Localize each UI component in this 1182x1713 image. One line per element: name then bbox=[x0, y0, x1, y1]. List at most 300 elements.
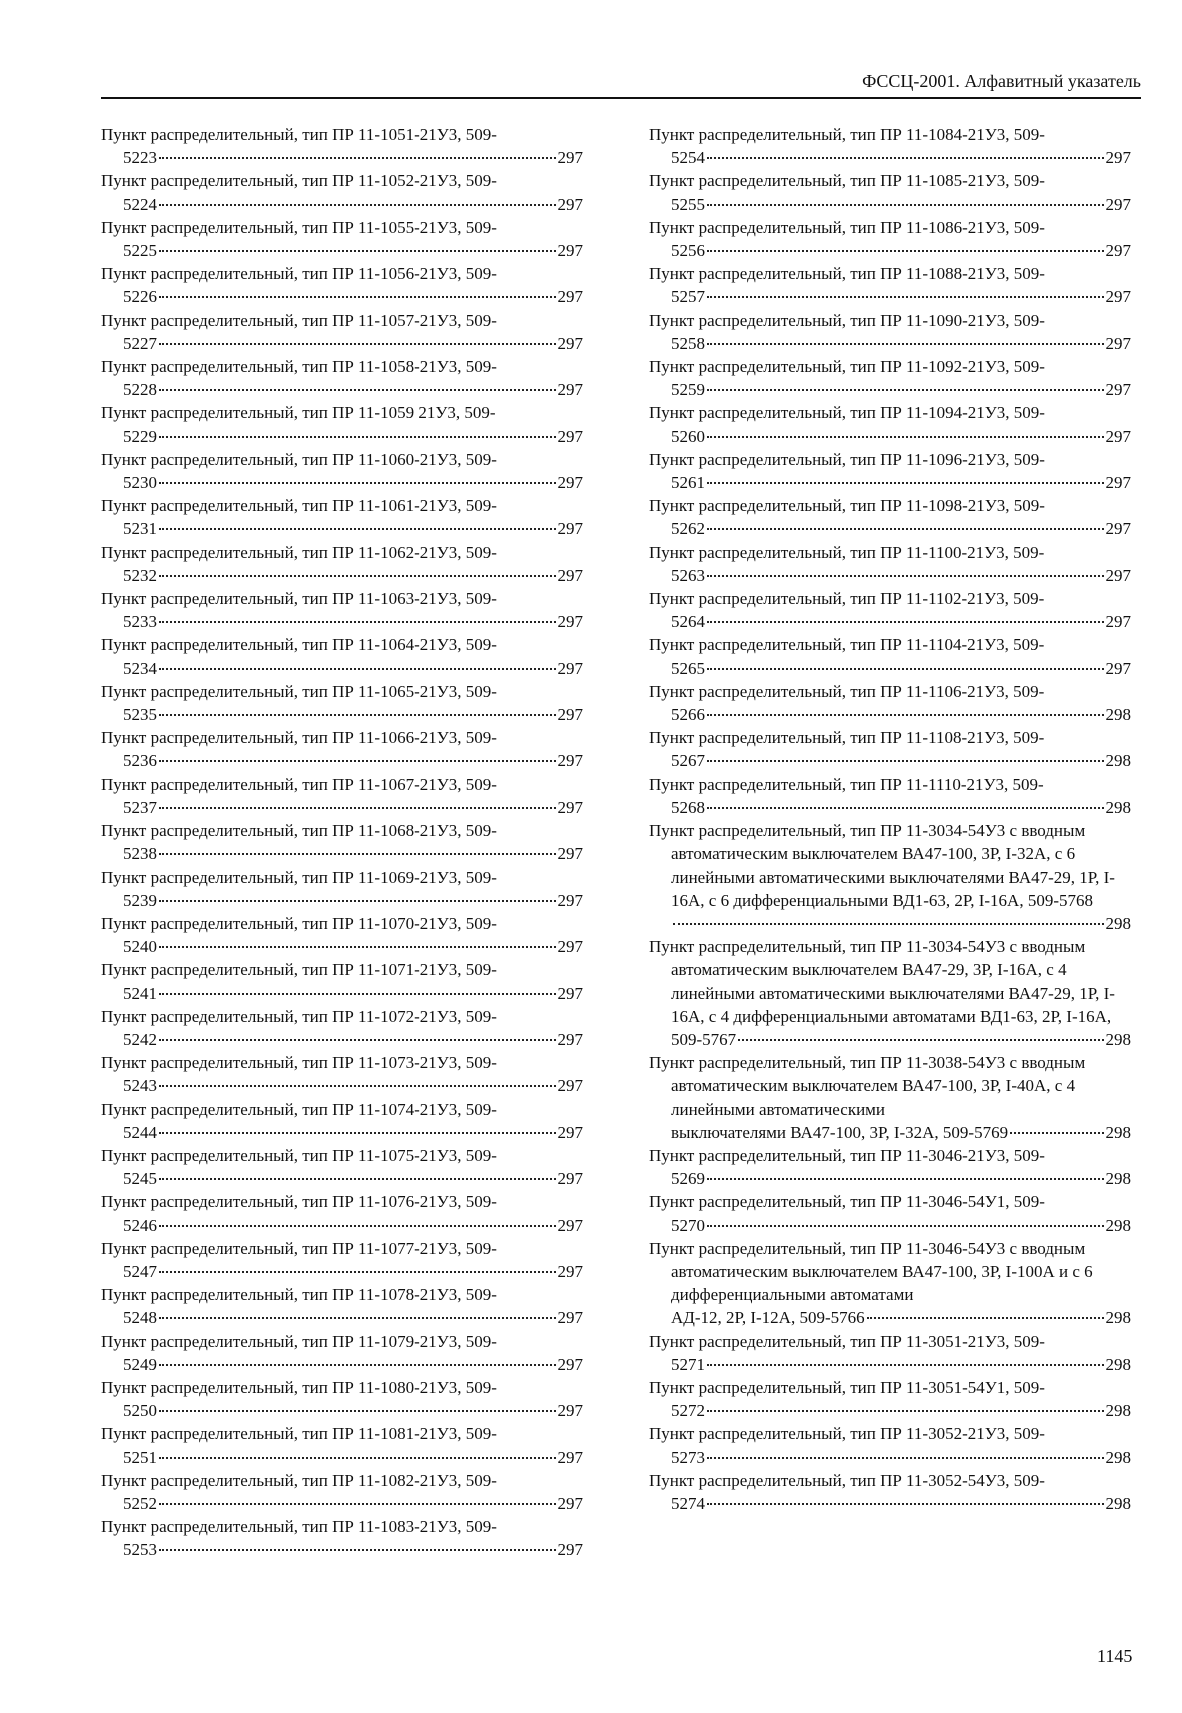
entry-title: Пункт распределительный, тип ПР 11-1080-21У3, 509- bbox=[101, 1377, 497, 1397]
dot-leader bbox=[707, 760, 1104, 762]
dot-leader bbox=[707, 1457, 1104, 1459]
entry-page-ref: 298 bbox=[1105, 1169, 1131, 1189]
entry-tail bbox=[101, 517, 583, 540]
index-entry bbox=[101, 309, 583, 355]
entry-title: Пункт распределительный, тип ПР 11-3051-54У1, 509- bbox=[649, 1377, 1045, 1397]
index-entry bbox=[101, 819, 583, 865]
entry-title: Пункт распределительный, тип ПР 11-1072-21У3, 509- bbox=[101, 1006, 497, 1026]
entry-code: 5225 bbox=[123, 241, 157, 261]
entry-title: Пункт распределительный, тип ПР 11-3034-54У3 с вводным автоматическим выключателем ВА47-29, 3Р, I-16А, с 4 линейными автоматическими выключателями ВА47-29, 1Р, I-16А, с 4 дифференциальными автоматами ВД1-63, 2Р, I-16А, bbox=[649, 937, 1115, 1026]
entry-page-ref: 297 bbox=[557, 241, 583, 261]
entry-tail bbox=[101, 1167, 583, 1190]
entry-tail bbox=[649, 1167, 1131, 1190]
entry-tail bbox=[649, 796, 1131, 819]
index-entry bbox=[649, 1330, 1131, 1376]
entry-page-ref: 297 bbox=[557, 1122, 583, 1142]
entry-title: Пункт распределительный, тип ПР 11-3046-54У3 с вводным автоматическим выключателем ВА47-100, 3Р, I-100А и с 6 дифференциальными автоматами bbox=[649, 1238, 1093, 1305]
entry-code: 5242 bbox=[123, 1029, 157, 1049]
dot-leader bbox=[707, 807, 1104, 809]
entry-tail bbox=[101, 1260, 583, 1283]
index-entry bbox=[649, 587, 1131, 633]
dot-leader bbox=[707, 1364, 1104, 1366]
entry-page-ref: 298 bbox=[1105, 1401, 1131, 1421]
dot-leader bbox=[159, 575, 556, 577]
page-header bbox=[101, 68, 1141, 99]
entry-code: 5270 bbox=[671, 1215, 705, 1235]
entry-code: 5272 bbox=[671, 1401, 705, 1421]
entry-title: Пункт распределительный, тип ПР 11-1065-21У3, 509- bbox=[101, 681, 497, 701]
dot-leader bbox=[159, 250, 556, 252]
dot-leader bbox=[707, 1178, 1104, 1180]
entry-title: Пункт распределительный, тип ПР 11-1086-21У3, 509- bbox=[649, 217, 1045, 237]
entry-title: Пункт распределительный, тип ПР 11-1052-21У3, 509- bbox=[101, 171, 497, 191]
entry-code: 5258 bbox=[671, 333, 705, 353]
dot-leader bbox=[707, 1225, 1104, 1227]
entry-tail bbox=[649, 1399, 1131, 1422]
entry-tail bbox=[101, 1028, 583, 1051]
entry-tail bbox=[649, 1353, 1131, 1376]
entry-code: 5223 bbox=[123, 148, 157, 168]
dot-leader bbox=[159, 389, 556, 391]
entry-page-ref: 297 bbox=[1105, 148, 1131, 168]
dot-leader bbox=[673, 923, 1104, 925]
entry-code: 5232 bbox=[123, 565, 157, 585]
dot-leader bbox=[159, 946, 556, 948]
dot-leader bbox=[159, 1503, 556, 1505]
entry-page-ref: 297 bbox=[1105, 473, 1131, 493]
entry-page-ref: 297 bbox=[1105, 380, 1131, 400]
dot-leader bbox=[159, 1271, 556, 1273]
entry-page-ref: 298 bbox=[1105, 797, 1131, 817]
entry-page-ref: 298 bbox=[1105, 913, 1131, 933]
entry-title: Пункт распределительный, тип ПР 11-1061-21У3, 509- bbox=[101, 496, 497, 516]
entry-code: 5256 bbox=[671, 241, 705, 261]
index-entry bbox=[649, 773, 1131, 819]
entry-title: Пункт распределительный, тип ПР 11-1070-21У3, 509- bbox=[101, 913, 497, 933]
index-entry bbox=[101, 355, 583, 401]
index-entry bbox=[649, 401, 1131, 447]
index-entry bbox=[101, 494, 583, 540]
entry-title: Пункт распределительный, тип ПР 11-1073-21У3, 509- bbox=[101, 1053, 497, 1073]
index-entry bbox=[101, 1376, 583, 1422]
entry-code: АД-12, 2Р, I-12А, 509-5766 bbox=[671, 1308, 865, 1328]
entry-tail bbox=[101, 1214, 583, 1237]
entry-title: Пункт распределительный, тип ПР 11-1078-21У3, 509- bbox=[101, 1285, 497, 1305]
entry-title: Пункт распределительный, тип ПР 11-1059 21У3, 509- bbox=[101, 403, 496, 423]
entry-title: Пункт распределительный, тип ПР 11-1102-21У3, 509- bbox=[649, 589, 1045, 609]
index-entry bbox=[101, 587, 583, 633]
entry-tail bbox=[101, 1306, 583, 1329]
entry-code: 5257 bbox=[671, 287, 705, 307]
index-entry bbox=[101, 401, 583, 447]
dot-leader bbox=[159, 760, 556, 762]
entry-tail bbox=[101, 1074, 583, 1097]
entry-code: 5244 bbox=[123, 1122, 157, 1142]
entry-title: Пункт распределительный, тип ПР 11-1098-21У3, 509- bbox=[649, 496, 1045, 516]
entry-tail bbox=[101, 564, 583, 587]
index-entry bbox=[101, 123, 583, 169]
index-column-left bbox=[101, 123, 583, 1562]
entry-page-ref: 297 bbox=[557, 1308, 583, 1328]
index-entry bbox=[101, 1330, 583, 1376]
entry-code: 5227 bbox=[123, 333, 157, 353]
index-entry bbox=[101, 1144, 583, 1190]
page-number: 1145 bbox=[1097, 1646, 1133, 1666]
entry-page-ref: 297 bbox=[1105, 658, 1131, 678]
entry-page-ref: 297 bbox=[557, 1029, 583, 1049]
index-entry bbox=[101, 1283, 583, 1329]
index-entry bbox=[649, 309, 1131, 355]
index-entry bbox=[649, 541, 1131, 587]
entry-title: Пункт распределительный, тип ПР 11-1060-21У3, 509- bbox=[101, 449, 497, 469]
index-entry bbox=[649, 935, 1131, 1051]
entry-code: 5233 bbox=[123, 612, 157, 632]
index-entry bbox=[101, 912, 583, 958]
index-entry bbox=[649, 1376, 1131, 1422]
index-entry bbox=[649, 1469, 1131, 1515]
entry-tail bbox=[649, 193, 1131, 216]
dot-leader bbox=[707, 668, 1104, 670]
entry-page-ref: 297 bbox=[1105, 426, 1131, 446]
dot-leader bbox=[159, 900, 556, 902]
entry-tail bbox=[101, 239, 583, 262]
entry-tail bbox=[101, 889, 583, 912]
entry-code: 5235 bbox=[123, 705, 157, 725]
index-entry bbox=[101, 1515, 583, 1561]
entry-code: 5238 bbox=[123, 844, 157, 864]
index-entry bbox=[649, 1144, 1131, 1190]
index-entry bbox=[649, 494, 1131, 540]
entry-title: Пункт распределительный, тип ПР 11-1084-21У3, 509- bbox=[649, 125, 1045, 144]
index-entry bbox=[649, 726, 1131, 772]
dot-leader bbox=[159, 668, 556, 670]
dot-leader bbox=[707, 157, 1104, 159]
index-column-right bbox=[649, 123, 1131, 1515]
entry-tail bbox=[649, 610, 1131, 633]
entry-page-ref: 297 bbox=[557, 287, 583, 307]
dot-leader bbox=[707, 204, 1104, 206]
entry-title: Пункт распределительный, тип ПР 11-1056-21У3, 509- bbox=[101, 264, 497, 284]
entry-title: Пункт распределительный, тип ПР 11-3052-54У3, 509- bbox=[649, 1470, 1045, 1490]
entry-tail bbox=[649, 425, 1131, 448]
entry-tail bbox=[101, 1538, 583, 1561]
entry-page-ref: 297 bbox=[1105, 194, 1131, 214]
index-entry bbox=[649, 355, 1131, 401]
entry-tail bbox=[101, 1446, 583, 1469]
entry-page-ref: 297 bbox=[1105, 565, 1131, 585]
index-entry bbox=[101, 866, 583, 912]
entry-tail bbox=[101, 471, 583, 494]
index-entry bbox=[649, 819, 1131, 935]
dot-leader bbox=[707, 1410, 1104, 1412]
entry-code: 5237 bbox=[123, 797, 157, 817]
entry-code: 5271 bbox=[671, 1354, 705, 1374]
entry-tail bbox=[649, 378, 1131, 401]
index-entry bbox=[101, 1422, 583, 1468]
dot-leader bbox=[159, 528, 556, 530]
dot-leader bbox=[159, 343, 556, 345]
dot-leader bbox=[707, 621, 1104, 623]
entry-tail bbox=[649, 471, 1131, 494]
dot-leader bbox=[159, 1225, 556, 1227]
entry-code: 5255 bbox=[671, 194, 705, 214]
entry-tail bbox=[649, 1214, 1131, 1237]
entry-code: 5265 bbox=[671, 658, 705, 678]
index-entry bbox=[101, 262, 583, 308]
entry-page-ref: 297 bbox=[557, 1447, 583, 1467]
dot-leader bbox=[707, 1503, 1104, 1505]
entry-tail bbox=[101, 796, 583, 819]
entry-title: Пункт распределительный, тип ПР 11-1076-21У3, 509- bbox=[101, 1192, 497, 1212]
dot-leader bbox=[707, 575, 1104, 577]
entry-page-ref: 297 bbox=[557, 194, 583, 214]
index-entry bbox=[101, 1005, 583, 1051]
entry-page-ref: 297 bbox=[557, 1401, 583, 1421]
dot-leader bbox=[159, 1039, 556, 1041]
entry-page-ref: 297 bbox=[557, 148, 583, 168]
entry-code: 5261 bbox=[671, 473, 705, 493]
entry-title: Пункт распределительный, тип ПР 11-1108-21У3, 509- bbox=[649, 728, 1045, 748]
index-entry bbox=[101, 1098, 583, 1144]
entry-page-ref: 297 bbox=[557, 797, 583, 817]
entry-title: Пункт распределительный, тип ПР 11-1064-21У3, 509- bbox=[101, 635, 497, 655]
entry-page-ref: 297 bbox=[557, 658, 583, 678]
entry-tail bbox=[649, 749, 1131, 772]
entry-page-ref: 298 bbox=[1105, 1493, 1131, 1513]
dot-leader bbox=[159, 1178, 556, 1180]
index-entry bbox=[101, 680, 583, 726]
entry-code: 5267 bbox=[671, 751, 705, 771]
entry-page-ref: 297 bbox=[557, 612, 583, 632]
entry-tail bbox=[649, 517, 1131, 540]
entry-tail bbox=[101, 842, 583, 865]
index-entry bbox=[101, 633, 583, 679]
entry-title: Пункт распределительный, тип ПР 11-1068-21У3, 509- bbox=[101, 821, 497, 841]
entry-tail bbox=[101, 657, 583, 680]
entry-title: Пункт распределительный, тип ПР 11-3052-21У3, 509- bbox=[649, 1424, 1045, 1444]
entry-title: Пункт распределительный, тип ПР 11-1094-21У3, 509- bbox=[649, 403, 1045, 423]
index-entry bbox=[649, 169, 1131, 215]
entry-code: 5268 bbox=[671, 797, 705, 817]
entry-page-ref: 297 bbox=[557, 1261, 583, 1281]
dot-leader bbox=[159, 157, 556, 159]
entry-tail bbox=[649, 1492, 1131, 1515]
index-entry bbox=[101, 448, 583, 494]
dot-leader bbox=[867, 1317, 1104, 1319]
entry-tail bbox=[101, 749, 583, 772]
entry-code: 5259 bbox=[671, 380, 705, 400]
entry-code: 5239 bbox=[123, 890, 157, 910]
index-entry bbox=[101, 216, 583, 262]
entry-tail bbox=[101, 1121, 583, 1144]
entry-code: 5263 bbox=[671, 565, 705, 585]
entry-title: Пункт распределительный, тип ПР 11-1092-21У3, 509- bbox=[649, 357, 1045, 377]
entry-title: Пункт распределительный, тип ПР 11-3046-21У3, 509- bbox=[649, 1145, 1045, 1165]
index-entry bbox=[101, 169, 583, 215]
entry-title: Пункт распределительный, тип ПР 11-1082-21У3, 509- bbox=[101, 1470, 497, 1490]
index-entry bbox=[101, 958, 583, 1004]
entry-tail bbox=[101, 610, 583, 633]
entry-tail bbox=[649, 1121, 1131, 1144]
dot-leader bbox=[707, 482, 1104, 484]
entry-tail bbox=[101, 1492, 583, 1515]
entry-code: 5231 bbox=[123, 519, 157, 539]
entry-page-ref: 298 bbox=[1105, 1122, 1131, 1142]
entry-page-ref: 297 bbox=[557, 937, 583, 957]
dot-leader bbox=[159, 807, 556, 809]
entry-title: Пункт распределительный, тип ПР 11-3046-54У1, 509- bbox=[649, 1192, 1045, 1212]
index-entry bbox=[649, 633, 1131, 679]
index-entry bbox=[649, 680, 1131, 726]
entry-title: Пункт распределительный, тип ПР 11-1090-21У3, 509- bbox=[649, 310, 1045, 330]
entry-page-ref: 298 bbox=[1105, 1215, 1131, 1235]
entry-tail bbox=[101, 703, 583, 726]
dot-leader bbox=[159, 482, 556, 484]
entry-page-ref: 297 bbox=[557, 1169, 583, 1189]
entry-code: 5251 bbox=[123, 1447, 157, 1467]
dot-leader bbox=[159, 1085, 556, 1087]
dot-leader bbox=[159, 1317, 556, 1319]
entry-title: Пункт распределительный, тип ПР 11-1077-21У3, 509- bbox=[101, 1238, 497, 1258]
entry-page-ref: 298 bbox=[1105, 1029, 1131, 1049]
running-title: ФССЦ-2001. Алфавитный указатель bbox=[862, 71, 1141, 91]
dot-leader bbox=[159, 853, 556, 855]
entry-tail bbox=[649, 703, 1131, 726]
entry-page-ref: 297 bbox=[557, 333, 583, 353]
entry-code: 5264 bbox=[671, 612, 705, 632]
entry-code: 5234 bbox=[123, 658, 157, 678]
entry-title: Пункт распределительный, тип ПР 11-1100-21У3, 509- bbox=[649, 542, 1045, 562]
entry-code: 5240 bbox=[123, 937, 157, 957]
entry-code: 5260 bbox=[671, 426, 705, 446]
dot-leader bbox=[159, 993, 556, 995]
entry-title: Пункт распределительный, тип ПР 11-3034-54У3 с вводным автоматическим выключателем ВА47-100, 3Р, I-32А, с 6 линейными автоматическими выключателями ВА47-29, 1Р, I-16А, с 6 дифференциальными ВД1-63, 2Р, I-16А, 509-5768 bbox=[649, 821, 1115, 910]
entry-page-ref: 298 bbox=[1105, 1308, 1131, 1328]
entry-page-ref: 297 bbox=[557, 1540, 583, 1560]
index-entry bbox=[101, 1469, 583, 1515]
entry-tail bbox=[101, 146, 583, 169]
entry-tail bbox=[101, 332, 583, 355]
entry-tail bbox=[649, 564, 1131, 587]
entry-title: Пункт распределительный, тип ПР 11-1081-21У3, 509- bbox=[101, 1424, 497, 1444]
entry-tail bbox=[101, 285, 583, 308]
entry-page-ref: 297 bbox=[557, 1354, 583, 1374]
dot-leader bbox=[707, 389, 1104, 391]
dot-leader bbox=[159, 1457, 556, 1459]
index-entry bbox=[101, 1051, 583, 1097]
index-entry bbox=[649, 216, 1131, 262]
entry-title: Пункт распределительный, тип ПР 11-1088-21У3, 509- bbox=[649, 264, 1045, 284]
entry-code: 5230 bbox=[123, 473, 157, 493]
entry-page-ref: 297 bbox=[1105, 519, 1131, 539]
entry-code: 5246 bbox=[123, 1215, 157, 1235]
entry-code: 5226 bbox=[123, 287, 157, 307]
entry-code: 5250 bbox=[123, 1401, 157, 1421]
entry-title: Пункт распределительный, тип ПР 11-3038-54У3 с вводным автоматическим выключателем ВА47-100, 3Р, I-40А, с 4 линейными автоматическими bbox=[649, 1053, 1086, 1119]
entry-page-ref: 297 bbox=[557, 751, 583, 771]
index-entry bbox=[101, 1190, 583, 1236]
entry-page-ref: 297 bbox=[557, 380, 583, 400]
dot-leader bbox=[159, 296, 556, 298]
entry-title: Пункт распределительный, тип ПР 11-1066-21У3, 509- bbox=[101, 728, 497, 748]
index-entry bbox=[649, 448, 1131, 494]
entry-page-ref: 298 bbox=[1105, 705, 1131, 725]
entry-title: Пункт распределительный, тип ПР 11-1075-21У3, 509- bbox=[101, 1145, 497, 1165]
entry-title: Пункт распределительный, тип ПР 11-1071-21У3, 509- bbox=[101, 960, 497, 980]
entry-tail bbox=[649, 912, 1131, 935]
entry-code: 5236 bbox=[123, 751, 157, 771]
entry-code: 5262 bbox=[671, 519, 705, 539]
index-entry bbox=[101, 1237, 583, 1283]
entry-tail bbox=[101, 982, 583, 1005]
entry-title: Пункт распределительный, тип ПР 11-1079-21У3, 509- bbox=[101, 1331, 497, 1351]
entry-code: 5228 bbox=[123, 380, 157, 400]
entry-code: 5224 bbox=[123, 194, 157, 214]
dot-leader bbox=[707, 714, 1104, 716]
dot-leader bbox=[707, 528, 1104, 530]
index-entry bbox=[649, 1051, 1131, 1144]
entry-tail bbox=[649, 146, 1131, 169]
dot-leader bbox=[159, 714, 556, 716]
entry-tail bbox=[649, 1306, 1131, 1329]
entry-title: Пункт распределительный, тип ПР 11-1104-21У3, 509- bbox=[649, 635, 1045, 655]
index-entry bbox=[649, 1190, 1131, 1236]
index-entry bbox=[649, 262, 1131, 308]
entry-page-ref: 297 bbox=[557, 426, 583, 446]
entry-code: 5273 bbox=[671, 1447, 705, 1467]
entry-page-ref: 298 bbox=[1105, 1354, 1131, 1374]
entry-tail bbox=[649, 285, 1131, 308]
entry-code: 5266 bbox=[671, 705, 705, 725]
entry-title: Пункт распределительный, тип ПР 11-1067-21У3, 509- bbox=[101, 774, 497, 794]
entry-code: 5229 bbox=[123, 426, 157, 446]
entry-title: Пункт распределительный, тип ПР 11-1069-21У3, 509- bbox=[101, 867, 497, 887]
entry-tail bbox=[101, 378, 583, 401]
entry-page-ref: 297 bbox=[557, 1076, 583, 1096]
entry-tail bbox=[649, 332, 1131, 355]
dot-leader bbox=[159, 1364, 556, 1366]
entry-code: 5248 bbox=[123, 1308, 157, 1328]
dot-leader bbox=[159, 621, 556, 623]
entry-title: Пункт распределительный, тип ПР 11-1062-21У3, 509- bbox=[101, 542, 497, 562]
entry-tail bbox=[101, 935, 583, 958]
dot-leader bbox=[707, 343, 1104, 345]
entry-code: 5241 bbox=[123, 983, 157, 1003]
entry-page-ref: 297 bbox=[557, 519, 583, 539]
entry-code: 5274 bbox=[671, 1493, 705, 1513]
entry-title: Пункт распределительный, тип ПР 11-1055-21У3, 509- bbox=[101, 217, 497, 237]
entry-code: 5245 bbox=[123, 1169, 157, 1189]
dot-leader bbox=[159, 436, 556, 438]
entry-title: Пункт распределительный, тип ПР 11-1096-21У3, 509- bbox=[649, 449, 1045, 469]
entry-page-ref: 297 bbox=[1105, 241, 1131, 261]
entry-tail bbox=[101, 193, 583, 216]
entry-page-ref: 297 bbox=[557, 983, 583, 1003]
dot-leader bbox=[707, 250, 1104, 252]
entry-code: 509-5767 bbox=[671, 1029, 737, 1049]
entry-page-ref: 297 bbox=[557, 1215, 583, 1235]
entry-title: Пункт распределительный, тип ПР 11-1106-21У3, 509- bbox=[649, 681, 1045, 701]
entry-page-ref: 297 bbox=[1105, 287, 1131, 307]
index-entry bbox=[101, 773, 583, 819]
entry-code: 5254 bbox=[671, 148, 705, 168]
entry-tail bbox=[101, 425, 583, 448]
entry-title: Пункт распределительный, тип ПР 11-1057-21У3, 509- bbox=[101, 310, 497, 330]
entry-title: Пункт распределительный, тип ПР 11-1085-21У3, 509- bbox=[649, 171, 1045, 191]
index-entry bbox=[649, 123, 1131, 169]
entry-code: 5247 bbox=[123, 1261, 157, 1281]
entry-page-ref: 297 bbox=[1105, 333, 1131, 353]
